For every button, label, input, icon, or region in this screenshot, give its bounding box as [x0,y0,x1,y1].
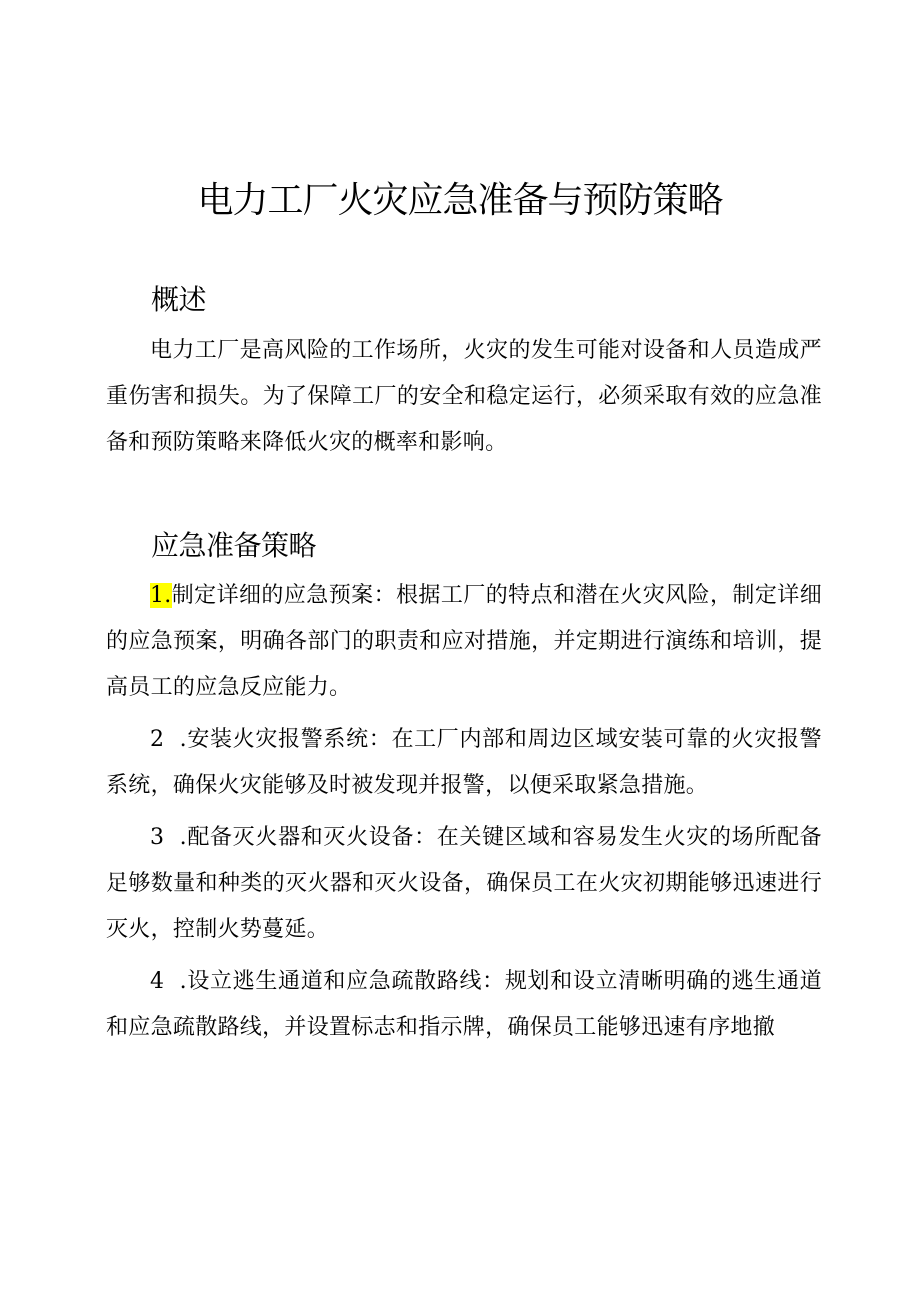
list-item-number-highlighted: 1. [150,583,172,608]
list-item-number: 4 . [150,969,187,994]
list-item-text: 设立逃生通道和应急疏散路线：规划和设立清晰明确的逃生通道和应急疏散路线，并设置标志和指示牌，确保员工能够迅速有序地撤 [106,969,822,1040]
list-item-1 [106,573,822,711]
paragraph-text: 电力工厂是高风险的工作场所，火灾的发生可能对设备和人员造成严重伤害和损失。为了保障工厂的安全和稳定运行，必须采取有效的应急准备和预防策略来降低火灾的概率和影响。 [106,338,822,455]
list-item-number: 2 . [150,727,187,752]
list-item-2 [106,717,822,809]
list-item-4 [106,959,822,1051]
document-title: 电力工厂火灾应急准备与预防策略 [197,180,723,221]
list-item-3 [106,815,822,953]
section-heading-overview: 概述 [151,283,207,316]
list-item-text: 安装火灾报警系统：在工厂内部和周边区域安装可靠的火灾报警系统，确保火灾能够及时被发现并报警，以便采取紧急措施。 [106,727,822,798]
list-item-number: 3 . [150,825,187,850]
list-item-text: 制定详细的应急预案：根据工厂的特点和潜在火灾风险，制定详细的应急预案，明确各部门的职责和应对措施，并定期进行演练和培训，提高员工的应急反应能力。 [106,583,822,700]
section-heading-emergency-prep: 应急准备策略 [151,529,317,562]
list-item-text: 配备灭火器和灭火设备：在关键区域和容易发生火灾的场所配备足够数量和种类的灭火器和灭火设备，确保员工在火灾初期能够迅速进行灭火，控制火势蔓延。 [106,825,822,942]
overview-paragraph [106,328,822,466]
